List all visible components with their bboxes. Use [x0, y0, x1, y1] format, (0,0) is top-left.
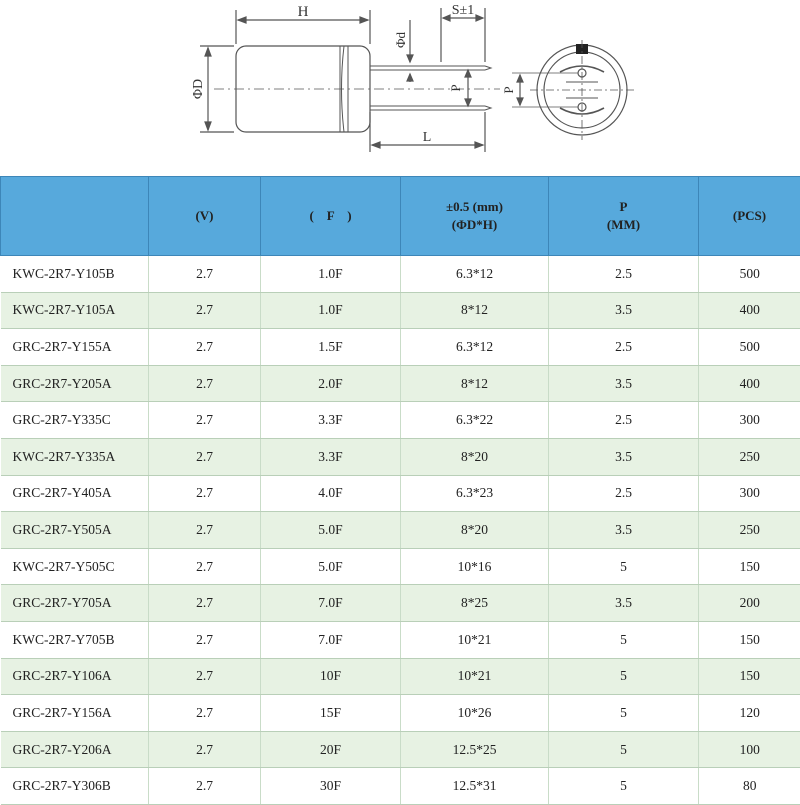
table-row [1, 658, 800, 695]
cell-size: 8*20 [401, 512, 549, 549]
column-header-size [401, 177, 549, 256]
cell-size: 10*16 [401, 548, 549, 585]
cell-model: GRC-2R7-Y156A [1, 695, 149, 732]
cell-size: 8*20 [401, 438, 549, 475]
cell-model: GRC-2R7-Y705A [1, 585, 149, 622]
cell-pcs: 120 [699, 695, 800, 732]
column-header-line2: (MM) [549, 216, 698, 234]
cell-capacitance: 2.0F [261, 365, 401, 402]
capacitor-side-view [200, 8, 500, 152]
cell-model: KWC-2R7-Y105A [1, 292, 149, 329]
cell-voltage: 2.7 [149, 695, 261, 732]
table-row [1, 695, 800, 732]
cell-model: GRC-2R7-Y206A [1, 731, 149, 768]
cell-pcs: 150 [699, 621, 800, 658]
table-row [1, 621, 800, 658]
cell-p: 3.5 [549, 438, 699, 475]
label-phi-small-d: Φd [393, 32, 408, 49]
cell-pcs: 250 [699, 512, 800, 549]
cell-pcs: 400 [699, 292, 800, 329]
cell-pcs: 150 [699, 658, 800, 695]
cell-p: 5 [549, 621, 699, 658]
cell-capacitance: 1.0F [261, 292, 401, 329]
cell-pcs: 300 [699, 402, 800, 439]
column-header-capacitance [261, 177, 401, 256]
cell-p: 5 [549, 695, 699, 732]
table-body [1, 256, 800, 805]
cell-pcs: 400 [699, 365, 800, 402]
cell-pcs: 80 [699, 768, 800, 805]
cell-p: 5 [549, 548, 699, 585]
cell-capacitance: 7.0F [261, 621, 401, 658]
table-row [1, 292, 800, 329]
cell-model: KWC-2R7-Y335A [1, 438, 149, 475]
table-row [1, 402, 800, 439]
cell-pcs: 100 [699, 731, 800, 768]
cell-capacitance: 3.3F [261, 402, 401, 439]
column-header-voltage [149, 177, 261, 256]
cell-capacitance: 5.0F [261, 512, 401, 549]
cell-capacitance: 10F [261, 658, 401, 695]
cell-size: 8*12 [401, 365, 549, 402]
column-header-line1: ±0.5 (mm) [401, 198, 548, 216]
column-header-line2: (ΦD*H) [401, 216, 548, 234]
cell-size: 6.3*23 [401, 475, 549, 512]
cell-pcs: 200 [699, 585, 800, 622]
cell-voltage: 2.7 [149, 256, 261, 293]
capacitor-dimension-diagram [0, 0, 800, 176]
cell-voltage: 2.7 [149, 402, 261, 439]
cell-capacitance: 15F [261, 695, 401, 732]
column-header-line2: (V) [149, 207, 260, 225]
column-header-line1: P [549, 198, 698, 216]
table-row [1, 585, 800, 622]
cell-p: 3.5 [549, 365, 699, 402]
cell-p: 2.5 [549, 475, 699, 512]
cell-size: 6.3*12 [401, 256, 549, 293]
cell-capacitance: 20F [261, 731, 401, 768]
cell-voltage: 2.7 [149, 585, 261, 622]
cell-voltage: 2.7 [149, 475, 261, 512]
cell-voltage: 2.7 [149, 438, 261, 475]
cell-pcs: 150 [699, 548, 800, 585]
cell-model: KWC-2R7-Y705B [1, 621, 149, 658]
cell-model: GRC-2R7-Y505A [1, 512, 149, 549]
cell-voltage: 2.7 [149, 658, 261, 695]
cell-voltage: 2.7 [149, 329, 261, 366]
cell-p: 2.5 [549, 329, 699, 366]
cell-size: 6.3*22 [401, 402, 549, 439]
column-header-line2: ( F ) [261, 207, 400, 225]
cell-p: 3.5 [549, 512, 699, 549]
column-header-line2: (PCS) [699, 207, 800, 225]
label-s: S±1 [452, 3, 474, 18]
table-row [1, 512, 800, 549]
cell-p: 5 [549, 658, 699, 695]
label-phi-d: ΦD [191, 79, 206, 99]
capacitor-end-view [512, 40, 634, 140]
table-row [1, 768, 800, 805]
cell-size: 6.3*12 [401, 329, 549, 366]
cell-capacitance: 1.0F [261, 256, 401, 293]
table-row [1, 438, 800, 475]
cell-pcs: 250 [699, 438, 800, 475]
spec-table [0, 176, 800, 805]
table-row [1, 365, 800, 402]
cell-capacitance: 4.0F [261, 475, 401, 512]
table-row [1, 731, 800, 768]
table-row [1, 475, 800, 512]
cell-pcs: 500 [699, 329, 800, 366]
cell-size: 8*25 [401, 585, 549, 622]
cell-voltage: 2.7 [149, 365, 261, 402]
cell-size: 10*21 [401, 621, 549, 658]
cell-model: GRC-2R7-Y306B [1, 768, 149, 805]
cell-size: 12.5*25 [401, 731, 549, 768]
label-l: L [423, 130, 432, 145]
cell-capacitance: 7.0F [261, 585, 401, 622]
table-header-row [1, 177, 800, 256]
column-header-pitch [549, 177, 699, 256]
cell-pcs: 500 [699, 256, 800, 293]
cell-size: 10*21 [401, 658, 549, 695]
cell-model: KWC-2R7-Y505C [1, 548, 149, 585]
cell-model: KWC-2R7-Y105B [1, 256, 149, 293]
cell-capacitance: 1.5F [261, 329, 401, 366]
cell-model: GRC-2R7-Y205A [1, 365, 149, 402]
cell-voltage: 2.7 [149, 731, 261, 768]
table-row [1, 256, 800, 293]
table-row [1, 329, 800, 366]
label-h: H [298, 4, 309, 20]
label-p-end: P [501, 86, 516, 93]
cell-voltage: 2.7 [149, 548, 261, 585]
column-header-quantity [699, 177, 800, 256]
cell-p: 2.5 [549, 402, 699, 439]
cell-capacitance: 5.0F [261, 548, 401, 585]
cell-voltage: 2.7 [149, 621, 261, 658]
cell-size: 8*12 [401, 292, 549, 329]
cell-size: 12.5*31 [401, 768, 549, 805]
cell-model: GRC-2R7-Y335C [1, 402, 149, 439]
table-row [1, 548, 800, 585]
label-p-side: P [448, 84, 463, 91]
cell-p: 5 [549, 731, 699, 768]
cell-voltage: 2.7 [149, 768, 261, 805]
cell-voltage: 2.7 [149, 512, 261, 549]
cell-model: GRC-2R7-Y405A [1, 475, 149, 512]
cell-p: 3.5 [549, 585, 699, 622]
cell-p: 5 [549, 768, 699, 805]
cell-capacitance: 3.3F [261, 438, 401, 475]
cell-model: GRC-2R7-Y155A [1, 329, 149, 366]
cell-p: 3.5 [549, 292, 699, 329]
cell-size: 10*26 [401, 695, 549, 732]
cell-voltage: 2.7 [149, 292, 261, 329]
cell-capacitance: 30F [261, 768, 401, 805]
cell-pcs: 300 [699, 475, 800, 512]
cell-p: 2.5 [549, 256, 699, 293]
column-header-model [1, 177, 149, 256]
cell-model: GRC-2R7-Y106A [1, 658, 149, 695]
